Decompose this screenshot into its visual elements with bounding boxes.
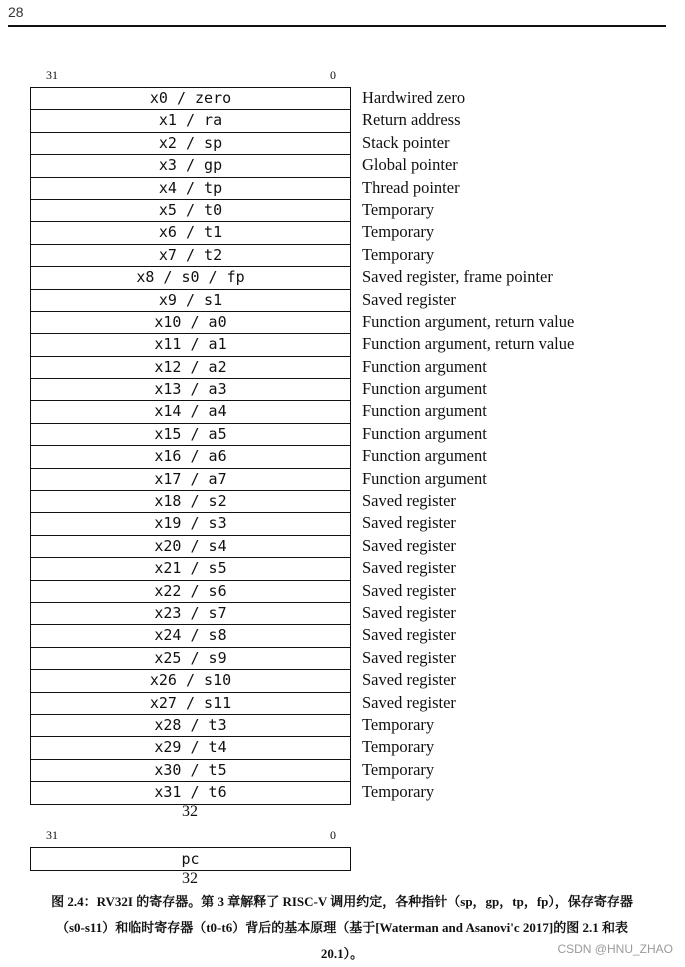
pc-width-label: 32 <box>182 870 198 887</box>
register-name-cell: x8 / s0 / fp <box>31 267 350 289</box>
register-name-cell: x5 / t0 <box>31 200 350 222</box>
register-name-cell: x7 / t2 <box>31 245 350 267</box>
register-name-cell: x19 / s3 <box>31 513 350 535</box>
register-description: Temporary <box>362 244 435 264</box>
register-name-cell: x11 / a1 <box>31 334 350 356</box>
pc-msb-bit-label: 31 <box>46 828 58 842</box>
register-description: Saved register <box>362 289 456 309</box>
register-name-cell: x10 / a0 <box>31 312 350 334</box>
register-description: Temporary <box>362 222 435 242</box>
register-description: Saved register <box>362 580 456 600</box>
register-description: Thread pointer <box>362 177 460 197</box>
register-description: Function argument <box>362 401 487 421</box>
register-name-cell: x0 / zero <box>31 88 350 110</box>
register-description-column <box>362 87 662 804</box>
watermark: CSDN @HNU_ZHAO <box>557 942 673 956</box>
register-name-cell: x28 / t3 <box>31 715 350 737</box>
register-name-cell: x3 / gp <box>31 155 350 177</box>
register-name-cell: x25 / s9 <box>31 648 350 670</box>
register-name-cell: x21 / s5 <box>31 558 350 580</box>
caption-line-2: （s0-s11）和临时寄存器（t0-t6）背后的基本原理（基于[Waterman and Asanovi'c 2017]的图 2.1 和表 <box>55 920 628 935</box>
register-description: Temporary <box>362 782 435 802</box>
register-description: Temporary <box>362 737 435 757</box>
register-description: Global pointer <box>362 155 458 175</box>
register-description: Saved register <box>362 670 456 690</box>
register-name-cell: x16 / a6 <box>31 446 350 468</box>
register-description: Temporary <box>362 759 435 779</box>
register-name-cell: x27 / s11 <box>31 693 350 715</box>
register-description: Saved register <box>362 535 456 555</box>
register-description: Function argument <box>362 379 487 399</box>
register-description: Saved register <box>362 602 456 622</box>
register-name-cell: x30 / t5 <box>31 760 350 782</box>
register-name-cell: x13 / a3 <box>31 379 350 401</box>
register-name-cell: x2 / sp <box>31 133 350 155</box>
register-name-cell: x6 / t1 <box>31 222 350 244</box>
register-description: Function argument <box>362 446 487 466</box>
msb-bit-label: 31 <box>46 68 58 82</box>
register-name-cell: x1 / ra <box>31 110 350 132</box>
register-name-cell: x15 / a5 <box>31 424 350 446</box>
register-description: Saved register <box>362 558 456 578</box>
register-description: Saved register, frame pointer <box>362 267 553 287</box>
register-description: Temporary <box>362 199 435 219</box>
register-description: Saved register <box>362 647 456 667</box>
lsb-bit-label: 0 <box>330 68 336 82</box>
register-name-cell: x9 / s1 <box>31 290 350 312</box>
register-description: Saved register <box>362 692 456 712</box>
register-name-cell: x14 / a4 <box>31 401 350 423</box>
register-description: Function argument, return value <box>362 311 575 331</box>
register-name-cell: x31 / t6 <box>31 782 350 804</box>
register-name-cell: x17 / a7 <box>31 469 350 491</box>
register-description: Saved register <box>362 513 456 533</box>
register-description: Saved register <box>362 625 456 645</box>
register-description: Saved register <box>362 491 456 511</box>
caption-line-1: 图 2.4：RV32I 的寄存器。第 3 章解释了 RISC-V 调用约定，各种指针（sp，gp，tp，fp），保存寄存器 <box>51 894 633 909</box>
register-description: Temporary <box>362 714 435 734</box>
register-description: Function argument <box>362 356 487 376</box>
register-description: Hardwired zero <box>362 88 466 107</box>
pc-lsb-bit-label: 0 <box>330 828 336 842</box>
page-number: 28 <box>8 4 24 20</box>
register-name-cell: x18 / s2 <box>31 491 350 513</box>
register-name-cell: x23 / s7 <box>31 603 350 625</box>
pc-register-cell: pc <box>30 847 351 871</box>
register-description: Function argument <box>362 468 487 488</box>
register-description: Function argument <box>362 423 487 443</box>
register-name-cell: x4 / tp <box>31 178 350 200</box>
register-description: Function argument, return value <box>362 334 575 354</box>
register-name-cell: x29 / t4 <box>31 737 350 759</box>
register-name-cell: x12 / a2 <box>31 357 350 379</box>
register-name-cell: x20 / s4 <box>31 536 350 558</box>
register-name-cell: x22 / s6 <box>31 581 350 603</box>
register-width-label: 32 <box>182 803 198 820</box>
register-name-cell: x26 / s10 <box>31 670 350 692</box>
register-description: Return address <box>362 110 461 130</box>
caption-line-3: 20.1）。 <box>320 946 364 961</box>
register-table <box>30 87 351 805</box>
register-name-cell: x24 / s8 <box>31 625 350 647</box>
header-rule <box>8 25 666 27</box>
register-description: Stack pointer <box>362 132 450 152</box>
